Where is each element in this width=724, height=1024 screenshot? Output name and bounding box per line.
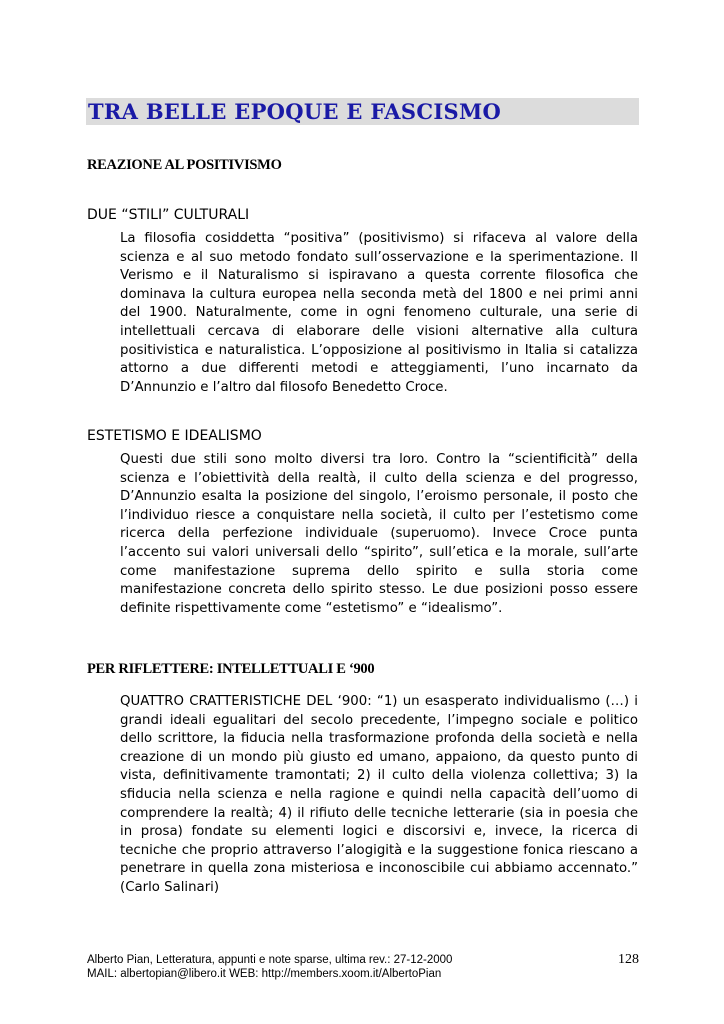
page-footer [87,953,639,981]
paragraph-due-stili: La filosofia cosiddetta “positiva” (positivismo) si rifaceva al valore della scienza e al suo metodo fondato sull’osservazione e la sperimentazione. Il Verismo e il Naturalismo si ispiravano a questa corrente filosofica che dominava la cultura europea nella seconda metà del 1800 e nei primi anni del 1900. Naturalmente, come in ogni fenomeno culturale, una serie di intellettuali cercava di elaborare delle visioni alternative alla cultura positivistica e naturalistica. L’opposizione al positivismo in Italia si catalizza attorno a due differenti metodi e atteggiamenti, l’uno incarnato da D’Annunzio e l’altro dal filosofo Benedetto Croce. [120,231,638,395]
section-heading-estetismo: ESTETISMO E IDEALISMO [87,428,262,444]
paragraph-per-riflettere: QUATTRO CRATTERISTICHE DEL ‘900: “1) un esasperato individualismo (…) i grandi ideali egualitari del secolo precedente, l’impegno sociale e politico dello scrittore, la fiducia nella trasformazione profonda della società e nella creazione di un mondo più giusto ed umano, appaiono, da questo punto di vista, definitivamente tramontati; 2) il culto della violenza collettiva; 3) la sfiducia nella scienza e nella ragione e quindi nella capacità dell’uomo di comprendere la realtà; 4) il rifiuto delle tecniche letterarie (sia in poesia che in prosa) fondate su elementi logici e discorsivi e, invece, la ricerca di tecniche che proprio attraverso l’alogigità e la suggestione fonica riescano a penetrare in quella zona misteriosa e inconoscibile cui abbiamo accennato.” (Carlo Salinari) [120,694,638,895]
page-title-text: TRA BELLE EPOQUE E FASCISMO [88,99,502,124]
footer-contact: MAIL: albertopian@libero.it WEB: http://members.xoom.it/AlbertoPian [87,968,442,980]
footer-citation: Alberto Pian, Letteratura, appunti e note sparse, ultima rev.: 27-12-2000 [87,954,453,966]
page-title [86,98,639,125]
paragraph-estetismo: Questi due stili sono molto diversi tra loro. Contro la “scientificità” della scienza e l’obiettività della realtà, il culto della scienza e del progresso, D’Annunzio esalta la posizione del singolo, l’eroismo personale, il posto che l’individuo riesce a conquistare nella società, il culto per l’estetismo come ricerca della perfezione individuale (superuomo). Invece Croce punta l’accento sui valori universali dello “spirito”, sull’etica e la morale, sull’arte come manifestazione suprema dello spirito e sulla storia come manifestazione concreta dello spirito stesso. Le due posizioni posso essere definite rispettivamente come “estetismo” e “idealismo”. [120,452,638,616]
page-number: 128 [618,952,639,967]
section-heading-due-stili: DUE “STILI” CULTURALI [87,207,250,223]
section-heading-reazione: REAZIONE AL POSITIVISMO [87,157,282,173]
section-heading-per-riflettere: PER RIFLETTERE: INTELLETTUALI E ‘900 [87,661,375,677]
